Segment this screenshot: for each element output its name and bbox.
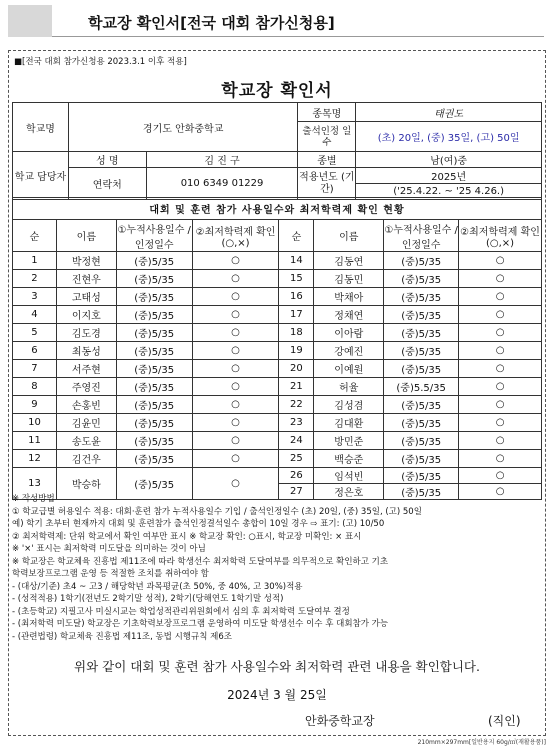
row-no: 13 [13, 468, 57, 500]
table-row [13, 270, 542, 288]
period-value: ('25.4.22. ~ '25 4.26.) [356, 184, 542, 200]
days-used: (중)5/35 [116, 306, 192, 324]
athlete-name: 주영진 [56, 378, 116, 396]
row-no: 20 [279, 360, 314, 378]
year-value: 2025년 [356, 168, 542, 184]
instruction-line: ※ 학교장은 학교체육 진흥법 제11조에 따라 학생선수 최저학력 도달여부를 의무적으로 확인하고 기초 [12, 556, 389, 567]
academic-check: ○ [192, 252, 279, 270]
form-title: 학교장 확인서 [221, 81, 333, 101]
days-used: (중)5/35 [116, 468, 192, 500]
row-no: 18 [279, 324, 314, 342]
academic-check: ○ [459, 484, 542, 500]
days-used: (중)5/35 [116, 378, 192, 396]
row-no: 25 [279, 450, 314, 468]
academic-check: ○ [459, 252, 542, 270]
days-used: (중)5/35 [384, 414, 459, 432]
athlete-name: 방민준 [314, 432, 384, 450]
header-no: 순 [13, 220, 57, 252]
days-used: (중)5/35 [116, 252, 192, 270]
days-used: (중)5/35 [384, 432, 459, 450]
instruction-line: ※ 작성방법 [12, 494, 55, 504]
school-label: 학교명 [13, 103, 69, 152]
days-used: (중)5/35 [384, 270, 459, 288]
academic-check: ○ [459, 360, 542, 378]
row-no: 27 [279, 484, 314, 500]
instruction-line: - (성적적용) 1학기(전년도 2학기말 성적), 2학기(당해연도 1학기말 성적) [12, 594, 284, 604]
name-value: 김 진 구 [146, 152, 298, 168]
academic-check: ○ [192, 342, 279, 360]
academic-check: ○ [459, 396, 542, 414]
academic-check: ○ [459, 270, 542, 288]
date: 2024년 3 월 25일 [227, 688, 327, 702]
athlete-name: 진현우 [56, 270, 116, 288]
athlete-name: 김윤민 [56, 414, 116, 432]
header-name: 이름 [56, 220, 116, 252]
instruction-line: - (대상/기준) 초4 ~ 고3 / 해당학년 과목평균(초 50%, 중 40%, 고 30%)적용 [12, 581, 303, 592]
academic-check: ○ [192, 468, 279, 500]
instruction-line: 예) 학기 초부터 현재까지 대회 및 훈련참가 출석인정결석일수 총합이 10일 경우 ⇨ 표기: (고) 10/50 [12, 519, 385, 529]
row-no: 11 [13, 432, 57, 450]
paper-spec: 210mm×297mm[일반용지 60g/㎡(재활용품)] [417, 739, 546, 746]
year-label: 적용년도 (기간) [298, 168, 356, 200]
athlete-name: 김동민 [314, 270, 384, 288]
row-no: 1 [13, 252, 57, 270]
instruction-line: - (초등학교) 지필고사 미실시교는 학업성적관리위원회에서 심의 후 최저학력 도달여부 결정 [12, 606, 350, 617]
instruction-line: ① 학교급별 허용일수 적용: 대회·훈련 참가 누적사용일수 기입 / 출석인정일수 (초) 20일, (중) 35일, (고) 50일 [12, 506, 422, 517]
athlete-name: 임석빈 [314, 468, 384, 484]
event-value: 태권도 [356, 103, 542, 122]
days-used: (중)5/35 [116, 432, 192, 450]
row-no: 8 [13, 378, 57, 396]
athlete-name: 김대환 [314, 414, 384, 432]
athlete-name: 허율 [314, 378, 384, 396]
row-no: 22 [279, 396, 314, 414]
days-used: (중)5/35 [116, 414, 192, 432]
academic-check: ○ [459, 288, 542, 306]
academic-check: ○ [192, 378, 279, 396]
header-days: ①누적사용일수 /인정일수 [384, 220, 459, 252]
academic-check: ○ [459, 324, 542, 342]
academic-check: ○ [192, 270, 279, 288]
academic-check: ○ [192, 360, 279, 378]
athlete-name: 정채연 [314, 306, 384, 324]
row-no: 6 [13, 342, 57, 360]
row-no: 3 [13, 288, 57, 306]
header-no: 순 [279, 220, 314, 252]
days-used: (중)5/35 [384, 484, 459, 500]
row-no: 10 [13, 414, 57, 432]
days-used: (중)5/35 [384, 468, 459, 484]
academic-check: ○ [459, 450, 542, 468]
seal-label: (직인) [488, 714, 521, 728]
table-row [13, 324, 542, 342]
instruction-line: - (관련법령) 학교체육 진흥법 제11조, 동법 시행규칙 제6조 [12, 631, 232, 642]
instructions [12, 493, 542, 643]
table-row [13, 252, 542, 270]
gender-label: 종별 [298, 152, 356, 168]
athlete-name: 손홍빈 [56, 396, 116, 414]
academic-check: ○ [192, 306, 279, 324]
closing-statement: 위와 같이 대회 및 훈련 참가 사용일수와 최저학력 관련 내용을 확인합니다. [74, 659, 480, 674]
row-no: 4 [13, 306, 57, 324]
participation-table [12, 197, 542, 500]
gender-value: 남(여)중 [356, 152, 542, 168]
row-no: 17 [279, 306, 314, 324]
document-header-title: 학교장 확인서[전국 대회 참가신청용] [88, 14, 335, 32]
days-used: (중)5/35 [384, 252, 459, 270]
row-no: 26 [279, 468, 314, 484]
table-row [13, 342, 542, 360]
header-decoration [8, 5, 52, 37]
days-used: (중)5/35 [384, 450, 459, 468]
row-no: 7 [13, 360, 57, 378]
academic-check: ○ [192, 414, 279, 432]
school-value: 경기도 안화중학교 [68, 103, 298, 152]
table-row [13, 306, 542, 324]
academic-check: ○ [459, 306, 542, 324]
days-used: (중)5/35 [116, 342, 192, 360]
row-no: 15 [279, 270, 314, 288]
row-no: 14 [279, 252, 314, 270]
days-used: (중)5/35 [116, 360, 192, 378]
athlete-name: 김동연 [314, 252, 384, 270]
header-check: ②최저학력제 확인(○,×) [192, 220, 279, 252]
days-used: (중)5/35 [384, 288, 459, 306]
contact-value: 010 6349 01229 [146, 168, 298, 200]
table-row [13, 414, 542, 432]
academic-check: ○ [459, 468, 542, 484]
table-row [13, 378, 542, 396]
row-no: 9 [13, 396, 57, 414]
athlete-name: 박정현 [56, 252, 116, 270]
athlete-name: 송도윤 [56, 432, 116, 450]
athlete-name: 이예원 [314, 360, 384, 378]
contact-label: 연락처 [68, 168, 146, 200]
table-row [13, 360, 542, 378]
days-used: (중)5/35 [384, 360, 459, 378]
academic-check: ○ [192, 450, 279, 468]
table-row [13, 450, 542, 468]
days-used: (중)5/35 [384, 306, 459, 324]
academic-check: ○ [459, 378, 542, 396]
signer: 안화중학교장 [305, 714, 375, 728]
academic-check: ○ [459, 342, 542, 360]
athlete-name: 정은호 [314, 484, 384, 500]
athlete-name: 이지호 [56, 306, 116, 324]
row-no: 2 [13, 270, 57, 288]
academic-check: ○ [192, 396, 279, 414]
row-no: 16 [279, 288, 314, 306]
days-used: (중)5/35 [384, 396, 459, 414]
academic-check: ○ [459, 432, 542, 450]
days-used: (중)5/35 [116, 450, 192, 468]
row-no: 19 [279, 342, 314, 360]
athlete-name: 박채아 [314, 288, 384, 306]
table-row [13, 468, 542, 484]
academic-check: ○ [192, 288, 279, 306]
days-label: 출석인정 일수 [298, 122, 356, 152]
athlete-name: 백승준 [314, 450, 384, 468]
athlete-name: 김도경 [56, 324, 116, 342]
days-used: (중)5.5/35 [384, 378, 459, 396]
section-title: 대회 및 훈련 참가 사용일수와 최저학력제 확인 현황 [13, 198, 542, 220]
academic-check: ○ [459, 414, 542, 432]
notice-label: ■[전국 대회 참가신청용 2023.3.1 이후 적용] [14, 57, 187, 67]
days-used: (중)5/35 [116, 396, 192, 414]
days-used: (중)5/35 [116, 288, 192, 306]
athlete-name: 강예진 [314, 342, 384, 360]
header-days: ①누적사용일수 /인정일수 [116, 220, 192, 252]
days-used: (중)5/35 [384, 342, 459, 360]
days-used: (중)5/35 [116, 270, 192, 288]
instruction-line: ※ '×' 표시는 최저학력 미도달을 의미하는 것이 아님 [12, 544, 206, 554]
table-row [13, 288, 542, 306]
event-label: 종목명 [298, 103, 356, 122]
row-no: 23 [279, 414, 314, 432]
row-no: 21 [279, 378, 314, 396]
table-row [13, 396, 542, 414]
instruction-line: - (최저학력 미도달) 학교장은 기초학력보장프로그램 운영하여 미도달 학생선수 이수 후 대회참가 가능 [12, 619, 389, 629]
athlete-name: 최동성 [56, 342, 116, 360]
header-check: ②최저학력제 확인(○,×) [459, 220, 542, 252]
athlete-name: 서주현 [56, 360, 116, 378]
athlete-name: 이아람 [314, 324, 384, 342]
academic-check: ○ [192, 432, 279, 450]
instruction-line: 학력보장프로그램 운영 등 적절한 조치를 취하여야 함 [12, 569, 209, 579]
athlete-name: 박승하 [56, 468, 116, 500]
row-no: 12 [13, 450, 57, 468]
row-no: 24 [279, 432, 314, 450]
instruction-line: ② 최저학력제: 단위 학교에서 확인 여부만 표시 ※ 학교장 확인: ○표시, 학교장 미확인: × 표시 [12, 531, 362, 542]
days-used: (중)5/35 [116, 324, 192, 342]
header-bar [8, 5, 544, 37]
info-table [12, 102, 542, 200]
manager-label: 학교 담당자 [13, 152, 69, 200]
athlete-name: 고태성 [56, 288, 116, 306]
days-used: (중)5/35 [384, 324, 459, 342]
athlete-name: 김건우 [56, 450, 116, 468]
row-no: 5 [13, 324, 57, 342]
header-name: 이름 [314, 220, 384, 252]
days-value: (초) 20일, (중) 35일, (고) 50일 [356, 122, 542, 152]
athlete-name: 김성겸 [314, 396, 384, 414]
name-label: 성 명 [68, 152, 146, 168]
table-row [13, 432, 542, 450]
academic-check: ○ [192, 324, 279, 342]
